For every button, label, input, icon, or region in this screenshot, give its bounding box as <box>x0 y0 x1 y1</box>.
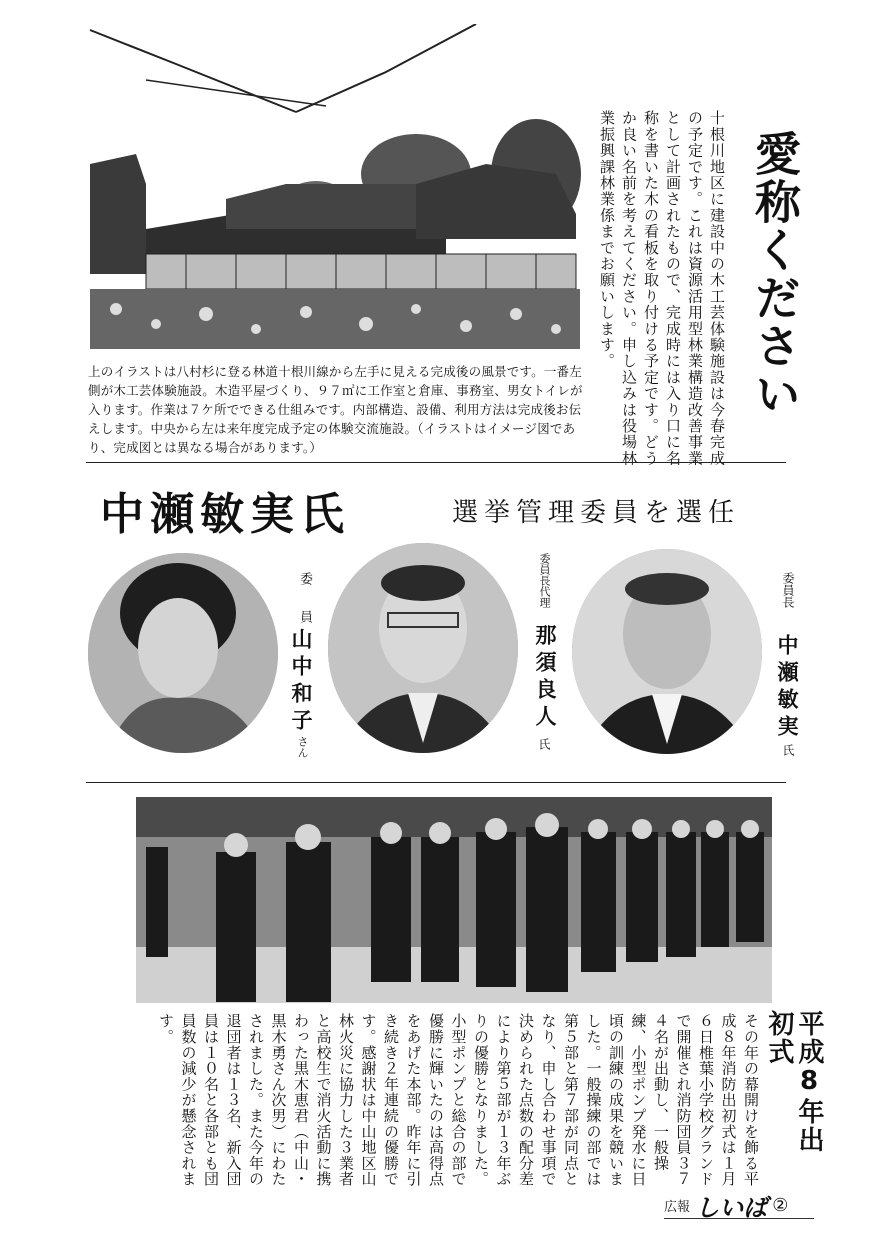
aisho-body: 十根川地区に建設中の木工芸体験施設は今春完成の予定です。これは資源活用型林業構造改善事業として計画されたもので、完成時には入り口に名称を書いた木の看板を取り付ける予定です。どうか良い名前を考えてください。申し込みは役場林業振興課林業係までお願いします。 <box>598 110 726 467</box>
name-nasu: 那須良人 <box>533 624 557 732</box>
divider-middle <box>86 782 786 783</box>
portrait-nakase <box>572 549 762 754</box>
portrait-nasu-figure <box>328 543 518 753</box>
election-headline: 中瀬敏実氏 <box>100 489 350 540</box>
illustration-caption: 上のイラストは八村杉に登る林道十根川線から左手に見える完成後の風景です。一番左側が木工芸体験施設。木造平屋づくり、９７㎡に工作室と倉庫、事務室、男女トイレが入ります。作業は７ケ所でできる仕組みです。内部構造、設備、利用方法は完成後お伝えします。中央から左は来年度完成予定の体験交流施設。（イラストはイメージ図であり、完成図とは異なる場合があります。） <box>88 364 583 455</box>
footer-label: 広報 <box>664 1200 691 1215</box>
parade-photo-scene <box>136 797 772 1003</box>
parade-photo <box>136 797 772 1003</box>
name-nakase: 中瀬敏実 <box>775 634 799 742</box>
role-nasu: 委員長代理 <box>538 553 551 608</box>
dezome-heading: 平成8年出初式 <box>764 1010 824 1154</box>
name-yamanaka: 山中和子 <box>289 628 313 736</box>
election-subhead: 選挙管理委員を選任 <box>452 498 741 528</box>
portrait-nasu <box>328 543 518 753</box>
footer <box>664 1188 814 1222</box>
facility-illustration-drawing <box>86 24 586 354</box>
role-yamanaka: 委 員 <box>297 572 312 629</box>
role-nakase: 委員長 <box>781 572 795 608</box>
portrait-yamanaka-figure <box>88 553 278 753</box>
footer-title: しいば <box>695 1194 768 1222</box>
honorific-nasu: 氏 <box>537 738 551 750</box>
honorific-nakase: 氏 <box>781 744 795 756</box>
facility-illustration <box>86 24 586 354</box>
portrait-yamanaka <box>88 553 278 753</box>
aisho-heading: 愛称ください <box>748 130 802 418</box>
honorific-yamanaka: さん <box>296 736 309 758</box>
portrait-nakase-figure <box>572 549 762 754</box>
footer-page-number: ② <box>772 1195 789 1216</box>
divider-top <box>86 462 786 463</box>
dezome-body: その年の幕開けを飾る平成８年消防出初式は１月６日椎葉小学校グランドで開催され消防団員３７４名が出動し、一般操練、小型ポンプ発水に日頃の訓練の成果を競いました。一般操練の部では第５部と第７部が同点となり、申し合わせ事項で決められた点数の配分差により第５部が１３年ぶりの優勝となりました。小型ポンプと総合の部で優勝に輝いたのは高得点をあげた本部。昨年に引き続き２年連続の優勝です。感謝状は中山地区山林火災に協力した３業者と高校生で消火活動に携わった黒木恵君（中山・黒木勇さん次男）にわたされました。また今年の退団者は１３名、新入団員は１０名と各部とも団員数の減少が懸念されます。 <box>157 1013 760 1187</box>
